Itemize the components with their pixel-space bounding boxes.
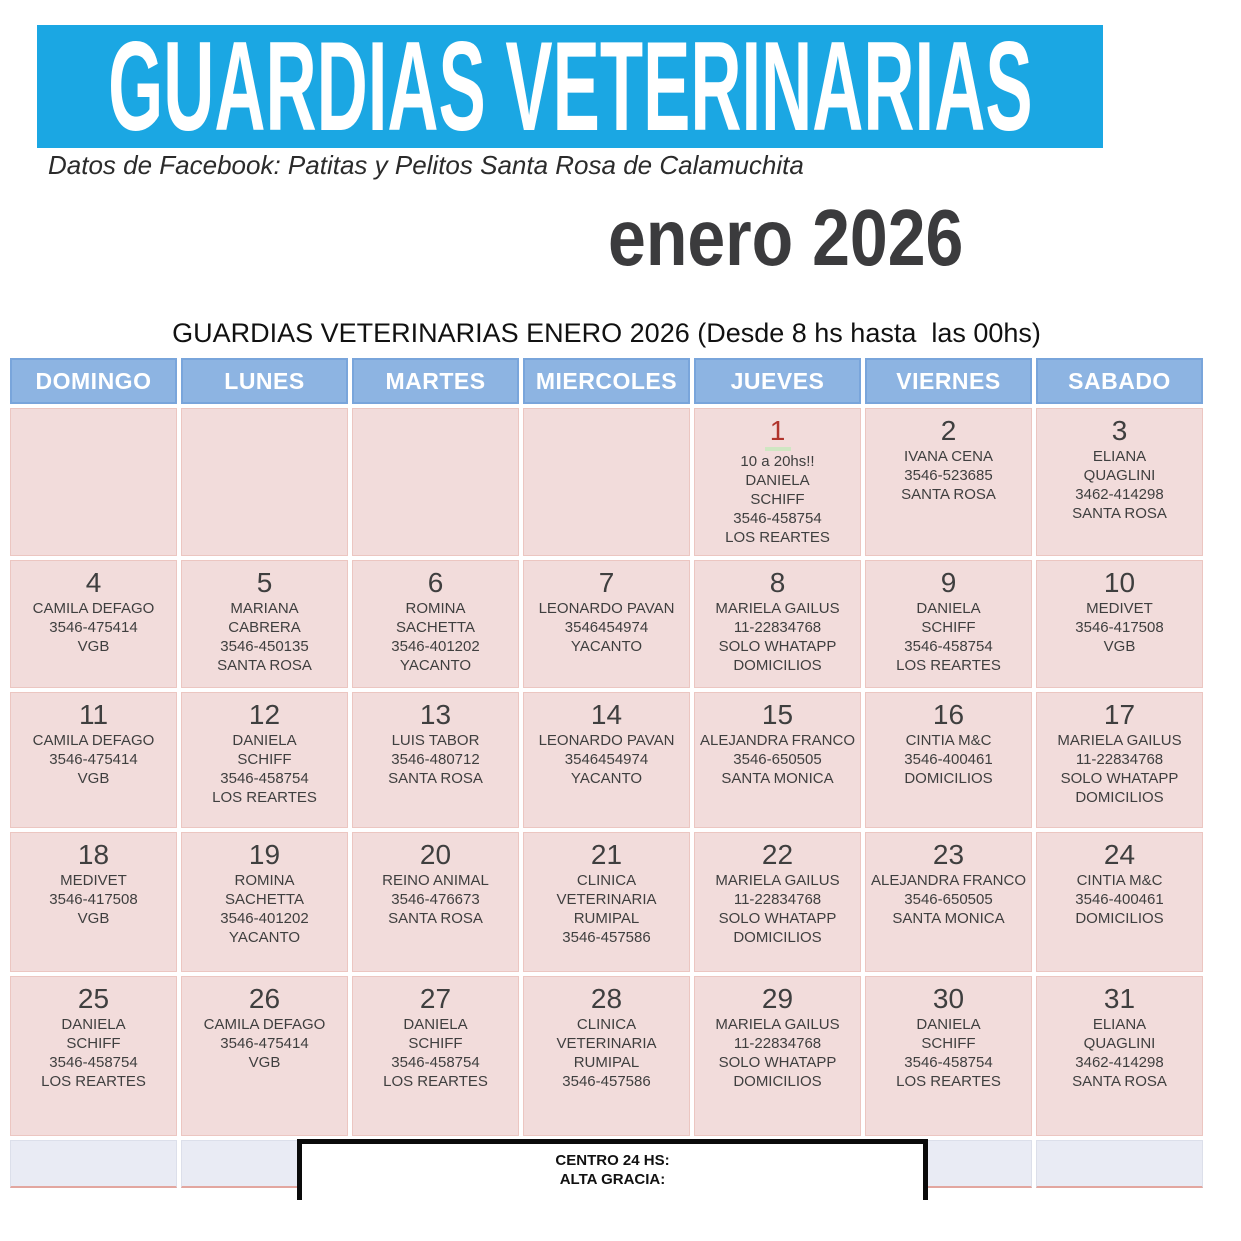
day-number: 30 xyxy=(932,983,965,1014)
cell-line: DOMICILIOS xyxy=(733,1073,822,1090)
day-number: 20 xyxy=(419,839,452,870)
cell-line: 3546-458754 xyxy=(904,638,993,655)
cell-line: 3546454974 xyxy=(564,619,649,636)
cell-line: QUAGLINI xyxy=(1083,1035,1156,1052)
cell-line: ELIANA xyxy=(1092,448,1147,465)
day-number: 5 xyxy=(256,567,273,598)
cell-line: SACHETTA xyxy=(225,891,304,908)
calendar-cell xyxy=(694,408,861,556)
cell-line: DANIELA xyxy=(232,732,297,749)
cell-line: 3462-414298 xyxy=(1075,1054,1164,1071)
cell-line: SANTA ROSA xyxy=(1072,1073,1167,1090)
calendar-cell xyxy=(523,408,690,556)
cell-line: SANTA MONICA xyxy=(892,910,1005,927)
weekday-header-domingo: DOMINGO xyxy=(10,358,177,404)
cell-line: IVANA CENA xyxy=(904,448,993,465)
calendar-cell xyxy=(10,408,177,556)
calendar-cell xyxy=(1036,408,1203,556)
cell-line: MARIELA GAILUS xyxy=(715,600,840,617)
weekday-header-jueves: JUEVES xyxy=(694,358,861,404)
cell-line: 11-22834768 xyxy=(1075,751,1164,768)
cell-line: YACANTO xyxy=(228,929,301,946)
cell-line: YACANTO xyxy=(399,657,472,674)
day-number: 2 xyxy=(940,415,957,446)
highlight-underline xyxy=(765,447,791,451)
calendar-cell xyxy=(352,976,519,1136)
cell-line: SCHIFF xyxy=(921,1035,976,1052)
cell-line: 11-22834768 xyxy=(733,1035,822,1052)
cell-line: DANIELA xyxy=(916,1016,981,1033)
cell-line: 10 a 20hs!! xyxy=(740,453,815,470)
month-title-text: enero 2026 xyxy=(608,193,964,282)
cell-line: LEONARDO PAVAN xyxy=(538,600,675,617)
calendar-cell xyxy=(10,976,177,1136)
cell-line: 3546-475414 xyxy=(49,619,138,636)
weekday-header-martes: MARTES xyxy=(352,358,519,404)
cell-line: CAMILA DEFAGO xyxy=(32,732,155,749)
calendar-cell xyxy=(523,692,690,828)
cell-line: VGB xyxy=(248,1054,281,1071)
day-number: 14 xyxy=(590,699,623,730)
cell-line: 3546-400461 xyxy=(1075,891,1164,908)
cell-line: DOMICILIOS xyxy=(733,929,822,946)
day-number: 31 xyxy=(1103,983,1136,1014)
weekday-header-viernes: VIERNES xyxy=(865,358,1032,404)
cell-line: MARIELA GAILUS xyxy=(715,1016,840,1033)
cell-line: CAMILA DEFAGO xyxy=(203,1016,326,1033)
cell-line: 3546-475414 xyxy=(49,751,138,768)
weekday-header-miercoles: MIERCOLES xyxy=(523,358,690,404)
calendar-cell xyxy=(352,692,519,828)
cell-line: REINO ANIMAL xyxy=(382,872,489,889)
cell-line: DANIELA xyxy=(61,1016,126,1033)
cell-line: MARIELA GAILUS xyxy=(715,872,840,889)
cell-line: MEDIVET xyxy=(60,872,127,889)
day-number: 10 xyxy=(1103,567,1136,598)
cell-line: 3546-458754 xyxy=(49,1054,138,1071)
cell-line: 3546-458754 xyxy=(904,1054,993,1071)
cell-line: 3546-450135 xyxy=(220,638,309,655)
cell-line: CAMILA DEFAGO xyxy=(32,600,155,617)
calendar-cell xyxy=(523,832,690,972)
cell-line: DANIELA xyxy=(403,1016,468,1033)
day-number: 1 xyxy=(769,415,786,446)
cell-line: DANIELA xyxy=(916,600,981,617)
calendar-cell xyxy=(694,832,861,972)
calendar-cell xyxy=(865,408,1032,556)
weekday-header-lunes: LUNES xyxy=(181,358,348,404)
calendar-cell xyxy=(694,560,861,688)
day-number: 29 xyxy=(761,983,794,1014)
calendar-cell xyxy=(181,832,348,972)
cell-line: SOLO WHATAPP xyxy=(1060,770,1179,787)
calendar-cell xyxy=(694,692,861,828)
cell-line: 11-22834768 xyxy=(733,891,822,908)
calendar-cell-overflow xyxy=(1036,1140,1203,1188)
calendar-cell xyxy=(1036,692,1203,828)
cell-line: SANTA ROSA xyxy=(388,770,483,787)
cell-line: LOS REARTES xyxy=(896,1073,1001,1090)
cell-line: SCHIFF xyxy=(237,751,292,768)
cell-line: SOLO WHATAPP xyxy=(718,1054,837,1071)
day-number: 15 xyxy=(761,699,794,730)
cell-line: ELIANA xyxy=(1092,1016,1147,1033)
cell-line: SANTA ROSA xyxy=(1072,505,1167,522)
cell-line: VGB xyxy=(1103,638,1136,655)
cell-line: RUMIPAL xyxy=(573,1054,640,1071)
cell-line: CABRERA xyxy=(228,619,301,636)
day-number: 18 xyxy=(77,839,110,870)
cell-line: 3546-475414 xyxy=(220,1035,309,1052)
calendar-cell xyxy=(352,560,519,688)
day-number: 26 xyxy=(248,983,281,1014)
calendar-cell xyxy=(523,976,690,1136)
calendar-cell xyxy=(181,560,348,688)
calendar-cell xyxy=(181,692,348,828)
cell-line: 3546454974 xyxy=(564,751,649,768)
cell-line: VGB xyxy=(77,638,110,655)
cell-line: SOLO WHATAPP xyxy=(718,638,837,655)
day-number: 27 xyxy=(419,983,452,1014)
cell-line: RUMIPAL xyxy=(573,910,640,927)
cell-line: ROMINA xyxy=(234,872,295,889)
calendar-cell xyxy=(694,976,861,1136)
cell-line: 3546-401202 xyxy=(220,910,309,927)
calendar-cell xyxy=(1036,832,1203,972)
cell-line: DOMICILIOS xyxy=(904,770,993,787)
cell-line: MARIELA GAILUS xyxy=(1057,732,1182,749)
day-number: 12 xyxy=(248,699,281,730)
calendar-title: GUARDIAS VETERINARIAS ENERO 2026 (Desde 8 hs hasta las 00hs) xyxy=(172,318,1041,348)
day-number: 13 xyxy=(419,699,452,730)
day-number: 25 xyxy=(77,983,110,1014)
cell-line: 3546-417508 xyxy=(1075,619,1164,636)
cell-line: 3546-400461 xyxy=(904,751,993,768)
calendar-cell-overflow xyxy=(10,1140,177,1188)
title-banner xyxy=(37,15,1103,158)
calendar-cell xyxy=(523,560,690,688)
calendar-cell xyxy=(10,692,177,828)
cell-line: SCHIFF xyxy=(66,1035,121,1052)
cell-line: LOS REARTES xyxy=(725,529,830,546)
cell-line: SACHETTA xyxy=(396,619,475,636)
day-number: 28 xyxy=(590,983,623,1014)
cell-line: SANTA ROSA xyxy=(217,657,312,674)
cell-line: 3546-417508 xyxy=(49,891,138,908)
calendar-cell xyxy=(1036,560,1203,688)
calendar-cell xyxy=(1036,976,1203,1136)
cell-line: LOS REARTES xyxy=(212,789,317,806)
calendar-cell xyxy=(865,560,1032,688)
poster-title: GUARDIAS VETERINARIAS xyxy=(107,15,1033,158)
calendar-cell xyxy=(865,976,1032,1136)
day-number: 4 xyxy=(85,567,102,598)
cell-line: LOS REARTES xyxy=(896,657,1001,674)
day-number: 17 xyxy=(1103,699,1136,730)
cell-line: DOMICILIOS xyxy=(733,657,822,674)
cell-line: VGB xyxy=(77,910,110,927)
cell-line: 3546-458754 xyxy=(733,510,822,527)
cell-line: QUAGLINI xyxy=(1083,467,1156,484)
day-number: 9 xyxy=(940,567,957,598)
cell-line: SOLO WHATAPP xyxy=(718,910,837,927)
day-number: 8 xyxy=(769,567,786,598)
day-number: 23 xyxy=(932,839,965,870)
calendar-cell xyxy=(352,408,519,556)
day-number: 11 xyxy=(78,699,109,730)
cell-line: CINTIA M&C xyxy=(905,732,992,749)
cell-line: 3546-401202 xyxy=(391,638,480,655)
cell-line: ROMINA xyxy=(405,600,466,617)
cell-line: VETERINARIA xyxy=(556,891,657,908)
cell-line: LOS REARTES xyxy=(383,1073,488,1090)
footer-line-centro: CENTRO 24 HS: xyxy=(555,1152,670,1169)
cell-line: ALEJANDRA FRANCO xyxy=(699,732,856,749)
cell-line: YACANTO xyxy=(570,638,643,655)
calendar-cell xyxy=(10,560,177,688)
cell-line: SCHIFF xyxy=(750,491,805,508)
cell-line: VETERINARIA xyxy=(556,1035,657,1052)
cell-line: LEONARDO PAVAN xyxy=(538,732,675,749)
cell-line: CINTIA M&C xyxy=(1076,872,1163,889)
cell-line: SANTA ROSA xyxy=(388,910,483,927)
cell-line: LUIS TABOR xyxy=(391,732,480,749)
day-number: 19 xyxy=(248,839,281,870)
day-number: 22 xyxy=(761,839,794,870)
cell-line: CLINICA xyxy=(576,1016,637,1033)
cell-line: SCHIFF xyxy=(921,619,976,636)
cell-line: 3546-476673 xyxy=(391,891,480,908)
cell-line: LOS REARTES xyxy=(41,1073,146,1090)
day-number: 21 xyxy=(590,839,623,870)
calendar-cell xyxy=(181,976,348,1136)
cell-line: MARIANA xyxy=(230,600,299,617)
cell-line: SANTA MONICA xyxy=(721,770,834,787)
facebook-source-note: Datos de Facebook: Patitas y Pelitos Santa Rosa de Calamuchita xyxy=(48,150,804,180)
calendar-cell xyxy=(10,832,177,972)
cell-line: 3546-480712 xyxy=(391,751,480,768)
centro-24hs-box xyxy=(297,1139,928,1200)
cell-line: VGB xyxy=(77,770,110,787)
cell-line: CLINICA xyxy=(576,872,637,889)
cell-line: MEDIVET xyxy=(1086,600,1153,617)
calendar-cell xyxy=(865,832,1032,972)
day-number: 3 xyxy=(1111,415,1128,446)
cell-line: SANTA ROSA xyxy=(901,486,996,503)
cell-line: ALEJANDRA FRANCO xyxy=(870,872,1027,889)
cell-line: DOMICILIOS xyxy=(1075,910,1164,927)
cell-line: SCHIFF xyxy=(408,1035,463,1052)
weekday-header-sabado: SABADO xyxy=(1036,358,1203,404)
cell-line: 11-22834768 xyxy=(733,619,822,636)
day-number: 16 xyxy=(932,699,965,730)
cell-line: 3462-414298 xyxy=(1075,486,1164,503)
cell-line: 3546-523685 xyxy=(904,467,993,484)
calendar-grid xyxy=(10,358,1203,1188)
calendar-cell xyxy=(181,408,348,556)
cell-line: DOMICILIOS xyxy=(1075,789,1164,806)
month-title xyxy=(608,192,1026,284)
calendar-cell xyxy=(865,692,1032,828)
cell-line: 3546-457586 xyxy=(562,1073,651,1090)
cell-line: DANIELA xyxy=(745,472,810,489)
day-number: 24 xyxy=(1103,839,1136,870)
day-number: 7 xyxy=(598,567,615,598)
calendar-cell xyxy=(352,832,519,972)
cell-line: 3546-650505 xyxy=(904,891,993,908)
day-number: 6 xyxy=(427,567,444,598)
cell-line: 3546-650505 xyxy=(733,751,822,768)
cell-line: 3546-457586 xyxy=(562,929,651,946)
cell-line: 3546-458754 xyxy=(220,770,309,787)
cell-line: 3546-458754 xyxy=(391,1054,480,1071)
cell-line: YACANTO xyxy=(570,770,643,787)
footer-line-altagracia: ALTA GRACIA: xyxy=(559,1171,666,1188)
